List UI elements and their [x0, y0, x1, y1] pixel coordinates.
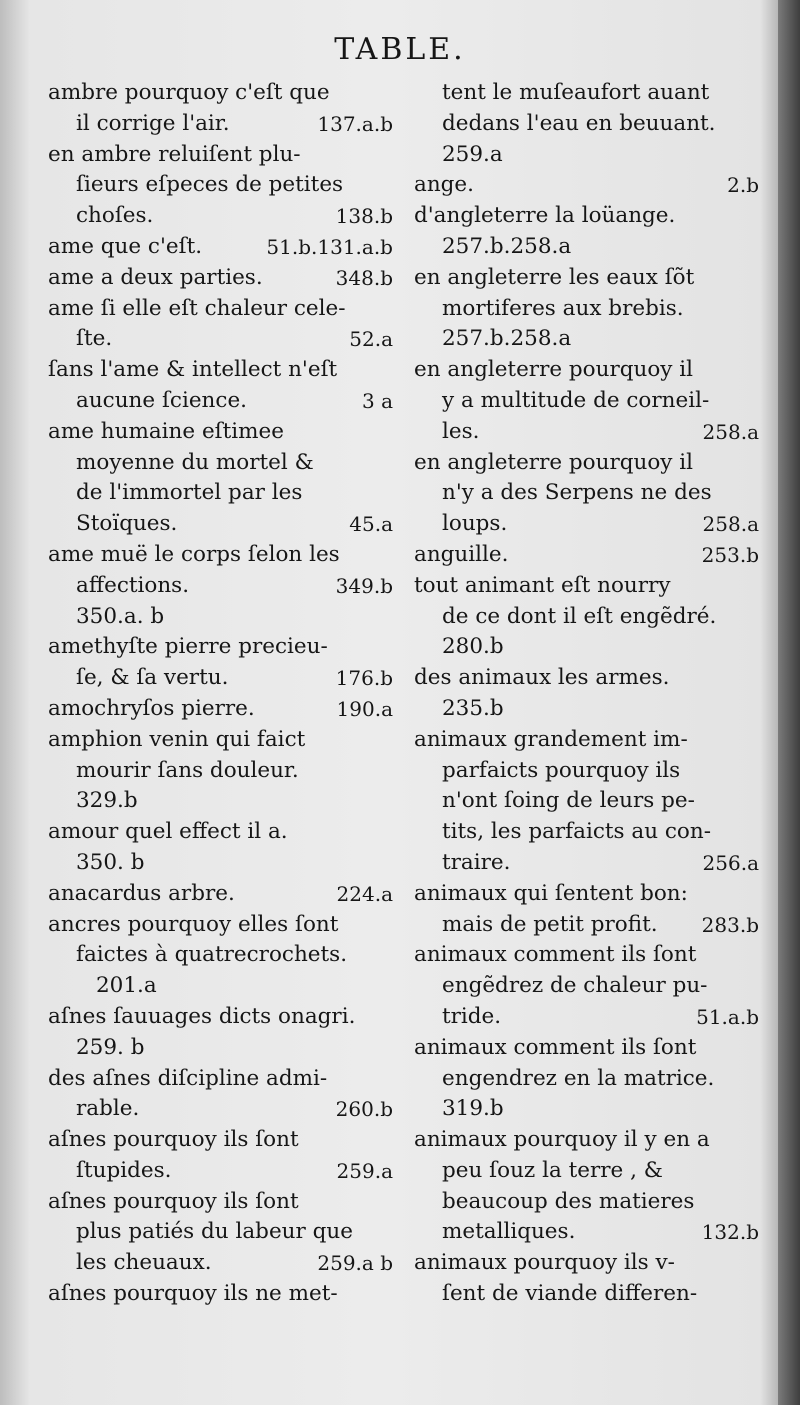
index-entry-text: anacardus arbre. [48, 880, 235, 906]
index-line [414, 386, 759, 417]
page-reference: 2.b [727, 173, 759, 198]
index-line [48, 602, 393, 633]
index-line [48, 232, 393, 263]
index-entry-text: peu ſouz la terre , & [442, 1157, 663, 1183]
index-entry-text: animaux grandement im- [414, 726, 688, 752]
page-reference: 176.b [335, 666, 393, 691]
index-entry-text: beaucoup des matieres [442, 1188, 695, 1214]
index-entry-text: n'ont ſoing de leurs pe- [442, 788, 695, 814]
index-line [414, 1156, 759, 1187]
page-reference: 51.a.b [696, 1004, 759, 1029]
index-line [414, 140, 759, 171]
index-entry-text: animaux comment ils ſont [414, 942, 697, 968]
index-line [414, 540, 759, 571]
index-line [414, 848, 759, 879]
index-entry-text: en angleterre pourquoy il [414, 357, 694, 383]
index-line [414, 1125, 759, 1156]
index-line [48, 509, 393, 540]
page-reference: 259.a [336, 1158, 393, 1183]
index-entry-text: animaux pourquoy ils v- [414, 1250, 675, 1276]
index-line [48, 140, 393, 171]
page-reference: 3 a [361, 388, 393, 413]
index-line [414, 201, 759, 232]
index-line [414, 817, 759, 848]
index-entry-text: 259.a [442, 141, 503, 167]
index-entry-text: ange. [414, 172, 474, 198]
index-entry-text: 257.b.258.a [442, 233, 572, 259]
index-line [48, 632, 393, 663]
index-line [48, 663, 393, 694]
page-reference: 253.b [701, 542, 759, 567]
index-line [414, 509, 759, 540]
index-line [414, 294, 759, 325]
index-line [48, 694, 393, 725]
page-reference: 283.b [701, 912, 759, 937]
index-entry-text: ame muë le corps ſelon les [48, 541, 340, 567]
index-entry-text: 280.b [442, 634, 504, 660]
index-line [414, 448, 759, 479]
index-entry-text: en ambre reluiſent plu- [48, 141, 301, 167]
page-reference: 132.b [701, 1220, 759, 1245]
index-line [414, 1094, 759, 1125]
index-line [48, 1002, 393, 1033]
index-entry-text: affections. [76, 572, 190, 598]
index-entry-text: rable. [76, 1096, 140, 1122]
index-entry-text: en angleterre pourquoy il [414, 449, 694, 475]
index-entry-text: ame a deux parties. [48, 264, 263, 290]
index-line [48, 879, 393, 910]
index-line [48, 1094, 393, 1125]
index-line [48, 1248, 393, 1279]
index-entry-text: de l'immortel par les [76, 480, 303, 506]
index-line [48, 786, 393, 817]
page-reference: 258.a [702, 419, 759, 444]
index-entry-text: ſent de viande differen- [442, 1281, 698, 1307]
index-line [48, 201, 393, 232]
index-entry-text: n'y a des Serpens ne des [442, 480, 712, 506]
index-entry-text: metalliques. [442, 1219, 576, 1245]
index-line [48, 1187, 393, 1218]
index-line [414, 1248, 759, 1279]
index-entry-text: 329.b [76, 788, 138, 814]
index-line [414, 1217, 759, 1248]
index-entry-text: amphion venin qui faict [48, 726, 306, 752]
page-reference: 45.a [349, 512, 393, 537]
index-line [48, 386, 393, 417]
index-line [414, 478, 759, 509]
index-entry-text: d'angleterre la loüange. [414, 203, 676, 229]
index-entry-text: engendrez en la matrice. [442, 1065, 715, 1091]
index-entry-text: choſes. [76, 203, 154, 229]
index-line [414, 602, 759, 633]
index-line [48, 263, 393, 294]
index-line [48, 756, 393, 787]
index-line [414, 417, 759, 448]
index-entry-text: mortiferes aux brebis. [442, 295, 684, 321]
index-entry-text: aſnes pourquoy ils ſont [48, 1127, 299, 1153]
index-entry-text: ſans l'ame & intellect n'eſt [48, 357, 338, 383]
index-line [414, 940, 759, 971]
index-line [48, 540, 393, 571]
index-entry-text: moyenne du mortel & [76, 449, 314, 475]
index-line [414, 78, 759, 109]
index-entry-text: 350. b [76, 849, 145, 875]
book-spine-shadow [778, 0, 800, 1405]
index-entry-text: tent le muſeaufort auant [442, 80, 710, 105]
index-line [48, 571, 393, 602]
index-line [48, 109, 393, 140]
index-line [414, 324, 759, 355]
index-line [414, 109, 759, 140]
index-line [414, 1279, 759, 1310]
index-line [48, 1125, 393, 1156]
index-entry-text: loups. [442, 511, 508, 537]
index-entry-text: tits, les parfaicts au con- [442, 819, 711, 845]
index-entry-text: tout animant eſt nourry [414, 572, 671, 598]
index-line [48, 478, 393, 509]
index-entry-text: Stoïques. [76, 511, 178, 537]
index-line [414, 1002, 759, 1033]
index-column-left [48, 78, 393, 1310]
page-reference: 349.b [335, 573, 393, 598]
index-line [48, 817, 393, 848]
index-line [414, 571, 759, 602]
index-line [414, 756, 759, 787]
page-reference: 259.a b [317, 1251, 393, 1276]
index-entry-text: engẽdrez de chaleur pu- [442, 973, 708, 999]
index-line [414, 786, 759, 817]
index-entry-text: amour quel effect il a. [48, 819, 288, 845]
page-reference: 52.a [349, 327, 393, 352]
index-line [414, 355, 759, 386]
index-line [48, 725, 393, 756]
index-line [414, 170, 759, 201]
index-entry-text: mais de petit profit. [442, 911, 658, 937]
page-reference: 348.b [335, 265, 393, 290]
index-entry-text: les cheuaux. [76, 1250, 212, 1276]
index-entry-text: faictes à quatrecrochets. [76, 942, 348, 968]
index-entry-text: ſe, & ſa vertu. [76, 665, 229, 691]
index-entry-text: 257.b.258.a [442, 326, 572, 352]
index-entry-text: mourir ſans douleur. [76, 757, 299, 783]
index-entry-text: il corrige l'air. [76, 110, 230, 136]
index-line [48, 78, 393, 109]
index-entry-text: animaux pourquoy il y en a [414, 1127, 710, 1153]
index-entry-text: ame ſi elle eſt chaleur cele- [48, 295, 346, 321]
index-line [48, 1156, 393, 1187]
index-line [48, 355, 393, 386]
index-entry-text: animaux comment ils ſont [414, 1034, 697, 1060]
index-entry-text: aſnes ſauuages dicts onagri. [48, 1003, 356, 1029]
index-line [48, 1217, 393, 1248]
index-line [48, 417, 393, 448]
index-line [414, 971, 759, 1002]
page-reference: 190.a [336, 696, 393, 721]
index-entry-text: aſnes pourquoy ils ne met- [48, 1281, 338, 1307]
index-entry-text: 235.b [442, 695, 504, 721]
index-entry-text: traire. [442, 849, 511, 875]
index-entry-text: 259. b [76, 1034, 145, 1060]
index-line [48, 448, 393, 479]
index-entry-text: plus patiés du labeur que [76, 1219, 353, 1245]
index-line [414, 663, 759, 694]
index-line [48, 848, 393, 879]
page-reference: 256.a [702, 850, 759, 875]
index-entry-text: dedans l'eau en beuuant. [442, 110, 716, 136]
index-line [414, 1187, 759, 1218]
index-line [414, 232, 759, 263]
index-line [414, 694, 759, 725]
index-entry-text: en angleterre les eaux ſõt [414, 264, 695, 290]
index-line [48, 1279, 393, 1310]
index-line [48, 324, 393, 355]
page-reference: 137.a.b [317, 111, 393, 136]
index-column-right [414, 78, 759, 1310]
index-entry-text: ancres pourquoy elles ſont [48, 911, 339, 937]
index-entry-text: amochryſos pierre. [48, 695, 255, 721]
index-line [48, 294, 393, 325]
index-line [48, 971, 393, 1002]
index-entry-text: ame que c'eſt. [48, 233, 203, 259]
index-entry-text: ame humaine eſtimee [48, 418, 284, 444]
index-entry-text: des aſnes diſcipline admi- [48, 1065, 328, 1091]
page-reference: 260.b [335, 1097, 393, 1122]
index-entry-text: des animaux les armes. [414, 665, 670, 691]
index-entry-text: anguille. [414, 541, 509, 567]
index-line [414, 1064, 759, 1095]
index-line [414, 1033, 759, 1064]
index-line [414, 725, 759, 756]
index-line [48, 1033, 393, 1064]
index-entry-text: ſtupides. [76, 1157, 172, 1183]
index-entry-text: ſte. [76, 326, 113, 352]
index-entry-text: 319.b [442, 1096, 504, 1122]
index-entry-text: les. [442, 418, 480, 444]
index-line [414, 263, 759, 294]
index-line [48, 1064, 393, 1095]
index-entry-text: ſieurs eſpeces de petites [76, 172, 344, 198]
index-line [414, 632, 759, 663]
index-line [48, 910, 393, 941]
index-entry-text: tride. [442, 1003, 502, 1029]
index-line [414, 879, 759, 910]
page-reference: 51.b.131.a.b [266, 234, 393, 259]
index-entry-text: ambre pourquoy c'eſt que [48, 80, 330, 105]
index-entry-text: 350.a. b [76, 603, 165, 629]
index-entry-text: amethyſte pierre precieu- [48, 634, 328, 660]
index-entry-text: 201.a [96, 973, 157, 999]
index-entry-text: parfaicts pourquoy ils [442, 757, 681, 783]
index-entry-text: aſnes pourquoy ils ſont [48, 1188, 299, 1214]
index-entry-text: y a multitude de corneil- [442, 387, 710, 413]
index-line [48, 170, 393, 201]
page-reference: 224.a [336, 881, 393, 906]
index-line [48, 940, 393, 971]
index-entry-text: de ce dont il eſt engẽdré. [442, 603, 717, 629]
index-entry-text: animaux qui ſentent bon: [414, 880, 688, 906]
index-line [414, 910, 759, 941]
page-header-title: TABLE. [334, 32, 466, 67]
index-entry-text: aucune ſcience. [76, 387, 248, 413]
page-reference: 258.a [702, 512, 759, 537]
page-reference: 138.b [335, 204, 393, 229]
